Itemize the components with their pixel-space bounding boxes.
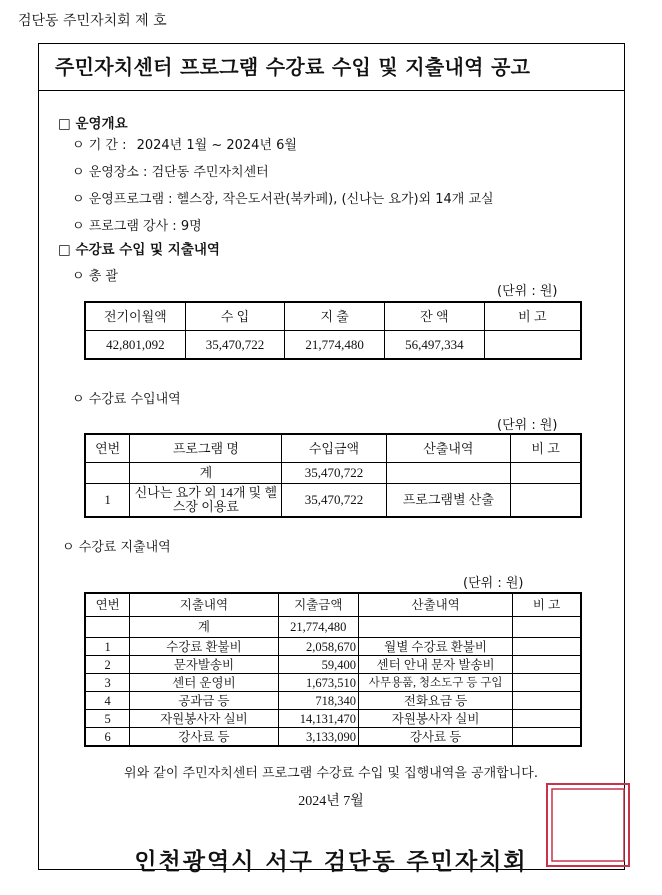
income-value: 35,470,722 — [185, 331, 285, 360]
place-line: ㅇ 운영장소 : 검단동 주민자치센터 — [72, 165, 269, 180]
page-title: 주민자치센터 프로그램 수강료 수입 및 지출내역 공고 — [38, 43, 625, 91]
expense-row-amount: 2,058,670 — [278, 638, 359, 656]
instructors-line: ㅇ 프로그램 강사 : 9명 — [72, 219, 202, 234]
footer-note: 위와 같이 주민자치센터 프로그램 수강료 수입 및 집행내역을 공개합니다. — [124, 766, 538, 781]
expense-unit: (단위 : 원) — [463, 576, 524, 591]
income-row-program: 신나는 요가 외 14개 및 헬스장 이용료 — [130, 484, 282, 518]
table-row — [85, 728, 581, 747]
income-total-cell — [386, 463, 511, 484]
announcement-date: 2024년 7월 — [298, 794, 364, 809]
expense-row-number: 1 — [85, 638, 130, 656]
expense-row-item: 센터 운영비 — [130, 674, 278, 692]
period-value: 2024년 1월 ~ 2024년 6월 — [136, 138, 297, 153]
expense-row-item: 공과금 등 — [130, 692, 278, 710]
summary-header-row — [85, 302, 581, 331]
summary-data-row — [85, 331, 581, 360]
expense-row-calc: 사무용품, 청소도구 등 구입 — [359, 674, 513, 692]
summary-unit: (단위 : 원) — [497, 284, 558, 299]
expense-row-calc: 전화요금 등 — [359, 692, 513, 710]
income-header-cell: 연번 — [85, 434, 130, 463]
section2-heading: □ 수강료 수입 및 지출내역 — [58, 242, 220, 258]
expense-total-row — [85, 617, 581, 638]
expense-header-cell: 비 고 — [513, 593, 581, 617]
expense-header-cell: 지출내역 — [130, 593, 278, 617]
income-total-cell — [511, 463, 581, 484]
expense-row-calc: 월별 수강료 환불비 — [359, 638, 513, 656]
table-row — [85, 656, 581, 674]
period-line — [72, 134, 297, 153]
expense-row-item: 문자발송비 — [130, 656, 278, 674]
income-total-cell — [85, 463, 130, 484]
table-row — [85, 638, 581, 656]
expense-row-number: 5 — [85, 710, 130, 728]
official-seal — [546, 783, 630, 867]
income-header-row — [85, 434, 581, 463]
income-unit: (단위 : 원) — [497, 418, 558, 433]
expense-total-amount: 21,774,480 — [278, 617, 359, 638]
expense-heading: ㅇ 수강료 지출내역 — [62, 540, 171, 555]
expense-row-remark — [513, 728, 581, 747]
income-total-row — [85, 463, 581, 484]
table-row — [85, 710, 581, 728]
table-row — [85, 484, 581, 518]
expense-row-remark — [513, 710, 581, 728]
income-heading: ㅇ 수강료 수입내역 — [72, 392, 181, 407]
expense-row-amount: 718,340 — [278, 692, 359, 710]
expense-value: 21,774,480 — [285, 331, 385, 360]
expense-header-row — [85, 593, 581, 617]
expense-header-cell: 산출내역 — [359, 593, 513, 617]
summary-heading: ㅇ 총 괄 — [72, 269, 118, 284]
expense-row-number: 6 — [85, 728, 130, 747]
expense-row-item: 수강료 환불비 — [130, 638, 278, 656]
expense-total-cell — [513, 617, 581, 638]
summary-header-cell: 전기이월액 — [85, 302, 185, 331]
expense-total-label: 계 — [130, 617, 278, 638]
expense-row-amount: 1,673,510 — [278, 674, 359, 692]
expense-row-remark — [513, 656, 581, 674]
period-label: ㅇ 기 간 : — [72, 138, 127, 153]
organization-name: 인천광역시 서구 검단동 주민자치회 — [134, 848, 528, 875]
document-number: 검단동 주민자치회 제 호 — [18, 13, 167, 29]
income-header-cell: 비 고 — [511, 434, 581, 463]
expense-row-item: 강사료 등 — [130, 728, 278, 747]
table-row — [85, 674, 581, 692]
summary-header-cell: 비 고 — [484, 302, 581, 331]
programs-line: ㅇ 운영프로그램 : 헬스장, 작은도서관(북카페), (신나는 요가)외 14개 교실 — [72, 192, 494, 207]
expense-row-number: 2 — [85, 656, 130, 674]
income-row-calc: 프로그램별 산출 — [386, 484, 511, 518]
summary-header-cell: 잔 액 — [385, 302, 485, 331]
table-row — [85, 692, 581, 710]
expense-header-cell: 연번 — [85, 593, 130, 617]
expense-row-remark — [513, 638, 581, 656]
income-total-label: 계 — [130, 463, 282, 484]
income-header-cell: 수입금액 — [282, 434, 386, 463]
expense-row-number: 3 — [85, 674, 130, 692]
expense-row-remark — [513, 674, 581, 692]
expense-row-calc: 강사료 등 — [359, 728, 513, 747]
expense-header-cell: 지출금액 — [278, 593, 359, 617]
income-row-number: 1 — [85, 484, 130, 518]
income-header-cell: 프로그램 명 — [130, 434, 282, 463]
overview-heading: □ 운영개요 — [58, 116, 128, 132]
summary-header-cell: 수 입 — [185, 302, 285, 331]
income-header-cell: 산출내역 — [386, 434, 511, 463]
expense-row-calc: 자원봉사자 실비 — [359, 710, 513, 728]
income-table — [84, 433, 582, 518]
seal-border-icon — [548, 785, 628, 865]
summary-header-cell: 지 출 — [285, 302, 385, 331]
summary-table — [84, 301, 582, 360]
expense-total-cell — [359, 617, 513, 638]
expense-row-number: 4 — [85, 692, 130, 710]
expense-row-calc: 센터 안내 문자 발송비 — [359, 656, 513, 674]
expense-row-amount: 3,133,090 — [278, 728, 359, 747]
income-row-remark — [511, 484, 581, 518]
expense-row-amount: 14,131,470 — [278, 710, 359, 728]
expense-row-remark — [513, 692, 581, 710]
carryover-value: 42,801,092 — [85, 331, 185, 360]
expense-row-amount: 59,400 — [278, 656, 359, 674]
expense-total-cell — [85, 617, 130, 638]
income-total-amount: 35,470,722 — [282, 463, 386, 484]
expense-row-item: 자원봉사자 실비 — [130, 710, 278, 728]
balance-value: 56,497,334 — [385, 331, 485, 360]
remark-value — [484, 331, 581, 360]
expense-table — [84, 592, 582, 747]
income-row-amount: 35,470,722 — [282, 484, 386, 518]
